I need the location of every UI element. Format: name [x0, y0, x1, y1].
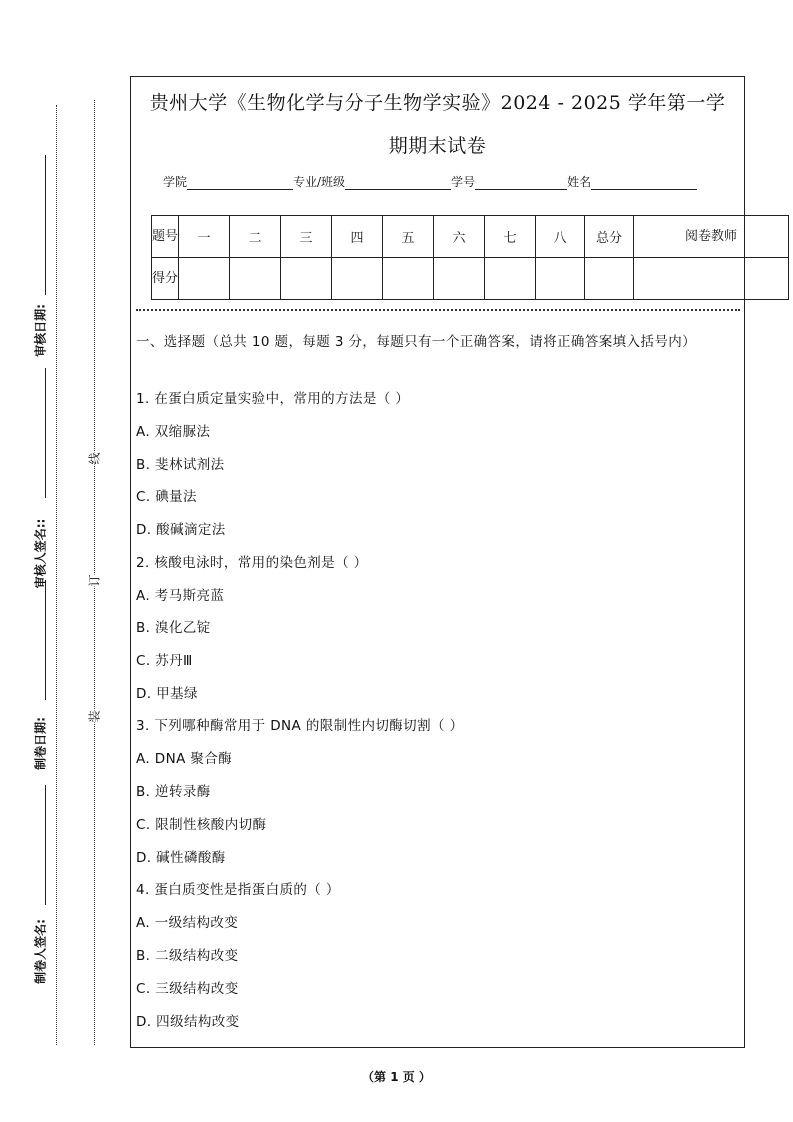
- question-option[interactable]: C. 碘量法: [136, 489, 197, 505]
- margin-label-review-date: 审核日期:: [33, 304, 48, 357]
- page-number: （第 1 页 ）: [362, 1070, 431, 1084]
- binding-dotted-line-outer: [56, 105, 57, 1045]
- score-cell[interactable]: [634, 258, 789, 300]
- exam-title-line1: 贵州大学《生物化学与分子生物学实验》2024 - 2025 学年第一学: [149, 92, 726, 114]
- student-id-field[interactable]: [475, 175, 567, 190]
- question-stem: 3. 下列哪种酶常用于 DNA 的限制性内切酶切割（ ）: [136, 718, 464, 734]
- question-option[interactable]: B. 逆转录酶: [136, 784, 211, 800]
- question-stem: 2. 核酸电泳时，常用的染色剂是（ ）: [136, 555, 368, 571]
- score-header-cell: 一: [179, 216, 230, 258]
- score-cell[interactable]: [179, 258, 230, 300]
- question-option[interactable]: D. 酸碱滴定法: [136, 522, 226, 538]
- question-option[interactable]: A. 考马斯亮蓝: [136, 588, 225, 604]
- question-option[interactable]: A. 双缩脲法: [136, 424, 211, 440]
- field-label-college: 学院: [163, 175, 188, 189]
- margin-label-make-date: 制卷日期:: [33, 717, 48, 770]
- binding-mark-line: 线: [87, 452, 102, 465]
- score-header-cell: 阅卷教师: [634, 216, 789, 258]
- score-row-label: 得分: [152, 258, 179, 300]
- question-stem: 1. 在蛋白质定量实验中，常用的方法是（ ）: [136, 391, 410, 407]
- question-option[interactable]: A. 一级结构改变: [136, 915, 239, 931]
- score-header-cell: 八: [536, 216, 585, 258]
- student-info-row: [163, 173, 697, 190]
- score-header-cell: 总分: [585, 216, 634, 258]
- question-option[interactable]: B. 二级结构改变: [136, 948, 239, 964]
- question-option[interactable]: D. 甲基绿: [136, 686, 198, 702]
- question-option[interactable]: C. 三级结构改变: [136, 981, 239, 997]
- score-header-cell: 四: [332, 216, 383, 258]
- section-heading: 一、选择题（总共 10 题，每题 3 分，每题只有一个正确答案，请将正确答案填入括号内）: [136, 334, 697, 350]
- question-option[interactable]: B. 溴化乙锭: [136, 620, 211, 636]
- score-cell[interactable]: [536, 258, 585, 300]
- score-header-cell: 题号: [152, 216, 179, 258]
- score-header-cell: 五: [383, 216, 434, 258]
- question-option[interactable]: C. 限制性核酸内切酶: [136, 817, 267, 833]
- score-header-cell: 七: [485, 216, 536, 258]
- college-field[interactable]: [187, 175, 293, 190]
- review-date-line: [45, 155, 46, 295]
- score-cell[interactable]: [383, 258, 434, 300]
- margin-label-maker-sign: 制卷人签名:: [33, 919, 48, 984]
- binding-dotted-line-inner: [94, 100, 95, 1045]
- question-option[interactable]: D. 四级结构改变: [136, 1014, 240, 1030]
- major-class-field[interactable]: [345, 175, 451, 190]
- field-label-student-id: 学号: [451, 175, 476, 189]
- field-label-major-class: 专业/班级: [293, 175, 346, 189]
- margin-label-reviewer-sign: 审核人签名::: [33, 518, 48, 589]
- score-cell[interactable]: [332, 258, 383, 300]
- score-cell[interactable]: [485, 258, 536, 300]
- dotted-separator: [136, 309, 740, 311]
- maker-sign-line: [45, 785, 46, 905]
- question-option[interactable]: A. DNA 聚合酶: [136, 751, 233, 767]
- question-option[interactable]: B. 斐林试剂法: [136, 457, 225, 473]
- score-cell[interactable]: [585, 258, 634, 300]
- score-table: [151, 215, 789, 300]
- binding-mark-bind: 装: [87, 710, 102, 723]
- question-option[interactable]: D. 碱性磷酸酶: [136, 850, 226, 866]
- exam-title-line2: 期期末试卷: [388, 135, 487, 157]
- question-option[interactable]: C. 苏丹Ⅲ: [136, 653, 193, 669]
- question-stem: 4. 蛋白质变性是指蛋白质的（ ）: [136, 882, 340, 898]
- score-cell[interactable]: [281, 258, 332, 300]
- binding-mark-order: 订: [87, 574, 102, 587]
- score-header-cell: 六: [434, 216, 485, 258]
- reviewer-sign-line: [45, 368, 46, 498]
- name-field[interactable]: [591, 175, 697, 190]
- score-header-cell: 三: [281, 216, 332, 258]
- score-cell[interactable]: [230, 258, 281, 300]
- score-cell[interactable]: [434, 258, 485, 300]
- score-header-cell: 二: [230, 216, 281, 258]
- field-label-name: 姓名: [567, 175, 592, 189]
